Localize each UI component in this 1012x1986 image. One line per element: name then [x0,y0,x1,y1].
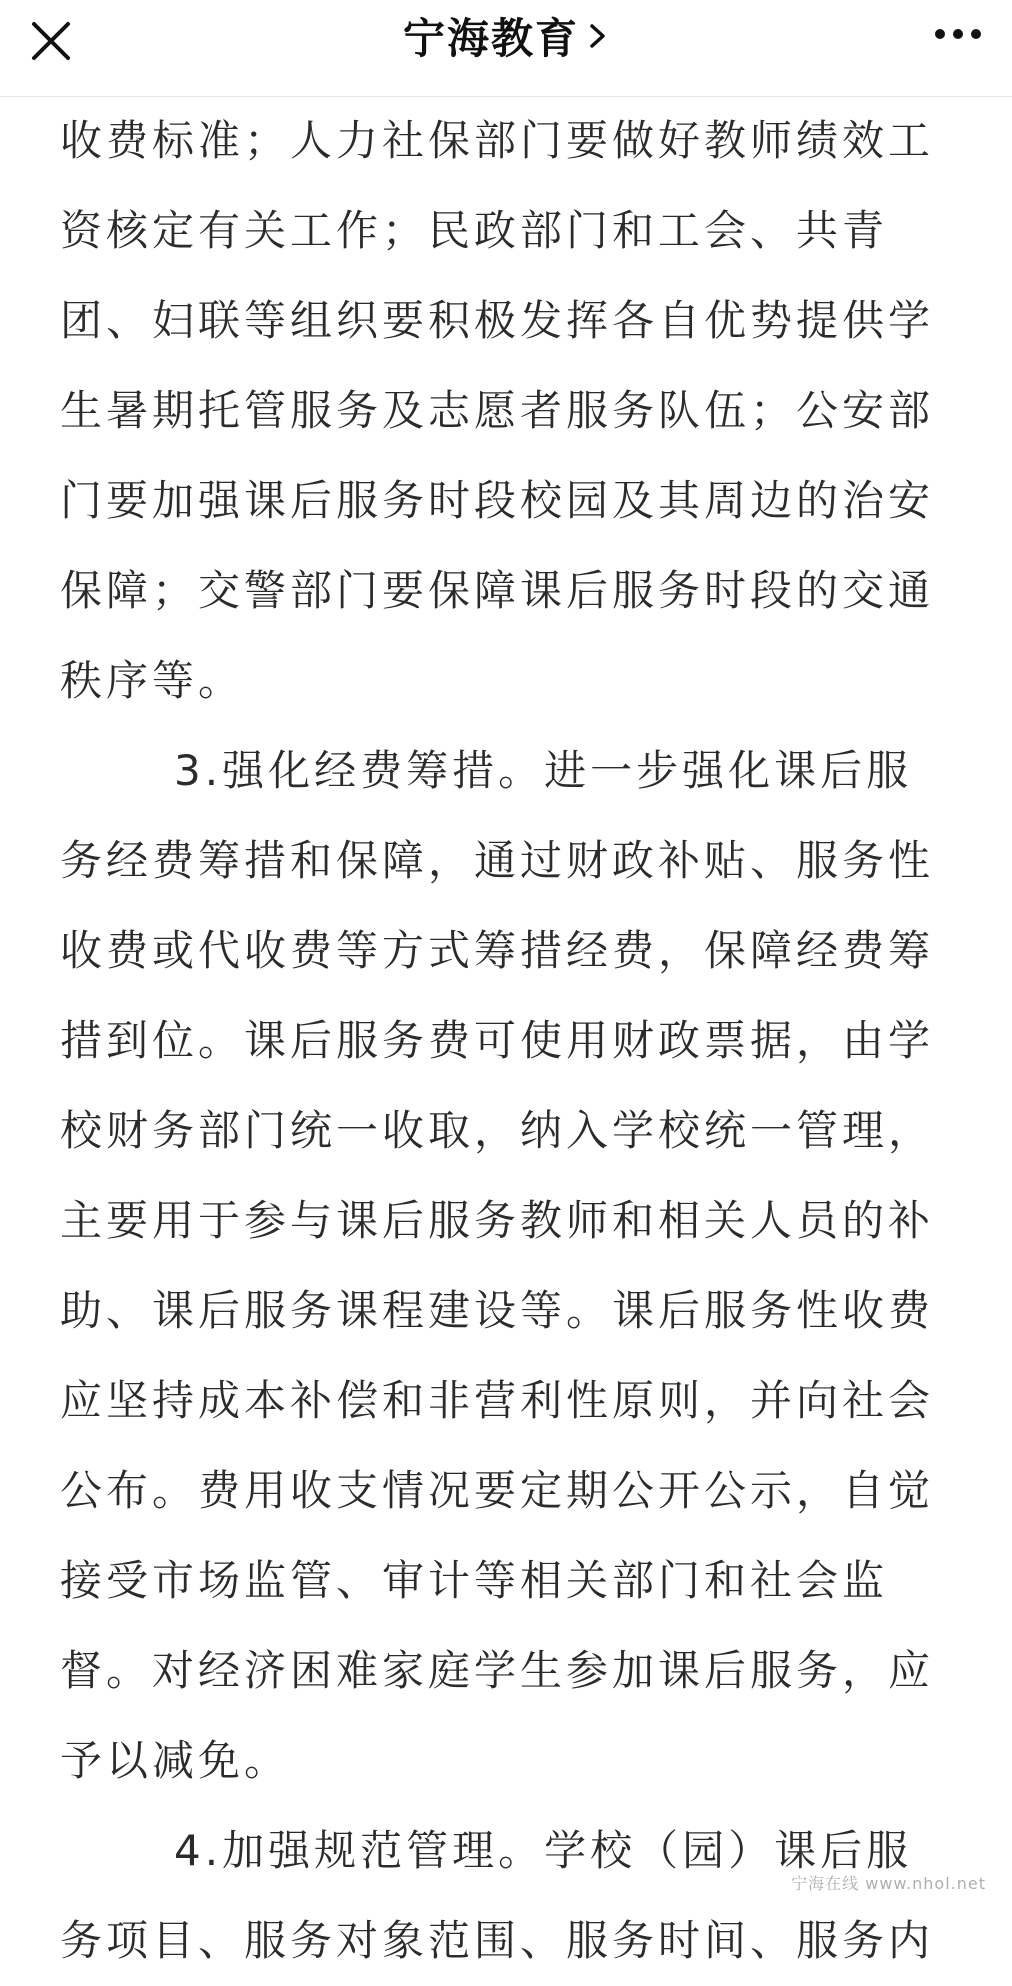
article-line: 予以减免。 [60,1736,291,1785]
article-line: 生暑期托管服务及志愿者服务队伍；公安部 [60,386,935,435]
article-line: 收费标准；人力社保部门要做好教师绩效工 [60,116,935,165]
article-body [60,96,960,1986]
article-line: 务经费筹措和保障，通过财政补贴、服务性 [60,836,935,885]
article-line: 门要加强课后服务时段校园及其周边的治安 [60,476,935,525]
article-line: 督。对经济困难家庭学生参加课后服务，应 [60,1646,935,1695]
article-line: 校财务部门统一收取，纳入学校统一管理， [60,1106,935,1155]
article-line: 收费或代收费等方式筹措经费，保障经费筹 [60,926,935,975]
article-line: 团、妇联等组织要积极发挥各自优势提供学 [60,296,935,345]
account-title-link[interactable] [0,0,1012,72]
article-line: 资核定有关工作；民政部门和工会、共青 [60,206,889,255]
article-line: 接受市场监管、审计等相关部门和社会监 [60,1556,889,1605]
page-title: 宁海教育 [402,14,579,63]
article-line: 助、课后服务课程建设等。课后服务性收费 [60,1286,935,1335]
article-line: 主要用于参与课后服务教师和相关人员的补 [60,1196,935,1245]
article-line: 4.加强规范管理。学校（园）课后服 [174,1826,913,1875]
article-line: 务项目、服务对象范围、服务时间、服务内 [60,1916,935,1965]
top-nav-bar [0,0,1012,97]
article-line: 公布。费用收支情况要定期公开公示，自觉 [60,1466,935,1515]
article-line: 秩序等。 [60,656,245,705]
article-line: 3.强化经费筹措。进一步强化课后服 [174,746,913,795]
more-options-button[interactable] [928,14,988,54]
article-line: 保障；交警部门要保障课后服务时段的交通 [60,566,935,615]
article-line: 应坚持成本补偿和非营利性原则，并向社会 [60,1376,935,1425]
site-watermark: 宁海在线 www.nhol.net [791,1874,986,1893]
chevron-right-icon [587,19,609,53]
more-horizontal-icon [928,14,988,54]
article-line: 措到位。课后服务费可使用财政票据，由学 [60,1016,935,1065]
